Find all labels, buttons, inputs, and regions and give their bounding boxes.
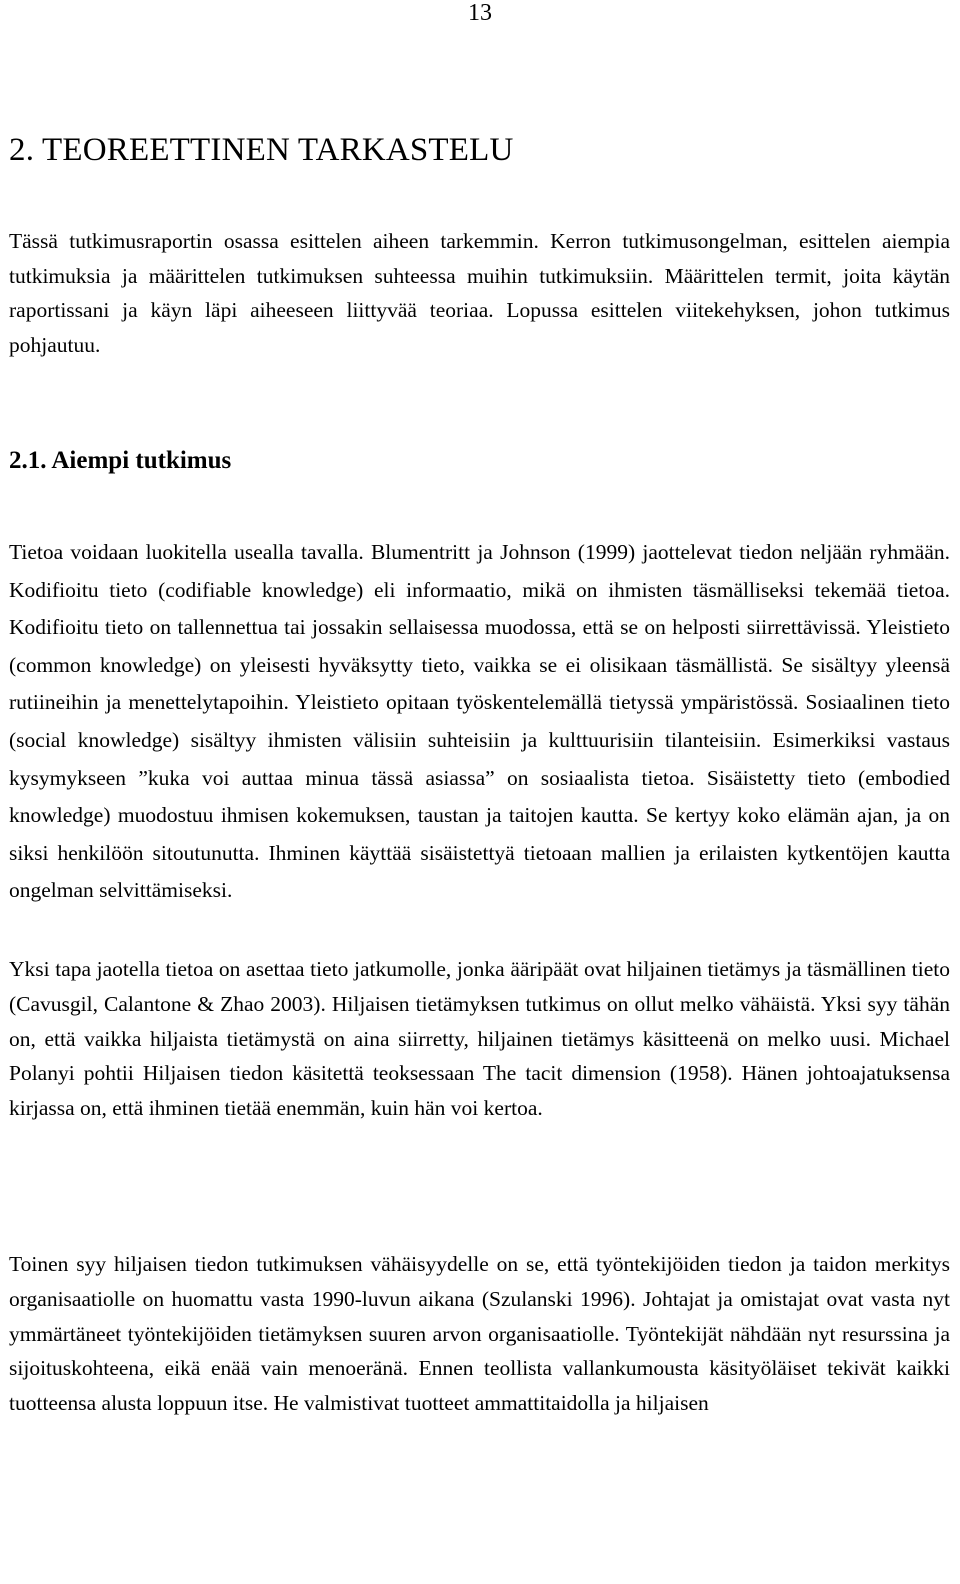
section-title: 2.1. Aiempi tutkimus bbox=[9, 447, 232, 474]
body-paragraph-2: Yksi tapa jaotella tietoa on asettaa tieto jatkumolle, jonka ääripäät ovat hiljainen tietämys ja täsmällinen tieto (Cavusgil, Calantone & Zhao 2003). Hiljaisen tietämyksen tutkimus on ollut melko vähäistä. Yksi syy tähän on, että vaikka hiljaista tietämystä on aina siirretty, hiljainen tietämys käsitteenä on melko uusi. Michael Polanyi pohtii Hiljaisen tiedon käsitettä teoksessaan The tacit dimension (1958). Hänen johtoajatuksensa kirjassa on, että ihminen tietää enemmän, kuin hän voi kertoa. bbox=[9, 957, 950, 1121]
page-number: 13 bbox=[468, 0, 492, 26]
intro-paragraph: Tässä tutkimusraportin osassa esittelen aiheen tarkemmin. Kerron tutkimusongelman, esittelen aiempia tutkimuksia ja määrittelen tutkimuksen suhteessa muihin tutkimuksiin. Määrittelen termit, joita käytän raportissani ja käyn läpi aiheeseen liittyvää teoriaa. Lopussa esittelen viitekehyksen, johon tutkimus pohjautuu. bbox=[9, 229, 950, 357]
chapter-title: 2. TEOREETTINEN TARKASTELU bbox=[9, 132, 514, 168]
body-paragraph-1: Tietoa voidaan luokitella usealla tavalla. Blumentritt ja Johnson (1999) jaottelevat tiedon neljään ryhmään. Kodifioitu tieto (codifiable knowledge) eli informaatio, mikä on ihmisten täsmälliseksi tekemää tietoa. Kodifioitu tieto on tallennettua tai jossakin sellaisessa muodossa, että se on helposti siirrettävissä. Yleistieto (common knowledge) on yleisesti hyväksytty tieto, vaikka se ei olisikaan täsmällistä. Se sisältyy yleensä rutiineihin ja menettelytapoihin. Yleistieto opitaan työskentelemällä tietyssä ympäristössä. Sosiaalinen tieto (social knowledge) sisältyy ihmisten välisiin suhteisiin ja kulttuurisiin tilanteisiin. Esimerkiksi vastaus kysymykseen ”kuka voi auttaa minua tässä asiassa” on sosiaalista tietoa. Sisäistetty tieto (embodied knowledge) muodostuu ihmisen kokemuksen, taustan ja taitojen kautta. Se kertyy koko elämän ajan, ja on siksi henkilöön sitoutunutta. Ihminen käyttää sisäistettyä tietoaan mallien ja erilaisten kytkentöjen kautta ongelman selvittämiseksi. bbox=[9, 540, 950, 903]
body-paragraph-3: Toinen syy hiljaisen tiedon tutkimuksen vähäisyydelle on se, että työntekijöiden tiedon ja taidon merkitys organisaatiolle on huomattu vasta 1990-luvun aikana (Szulanski 1996). Johtajat ja omistajat ovat vasta nyt ymmärtäneet työntekijöiden tietämyksen suuren arvon organisaatiolle. Työntekijät nähdään nyt resurssina ja sijoituskohteena, eikä enää vain menoeränä. Ennen teollista vallankumousta käsityöläiset tekivät kaikki tuotteensa alusta loppuun itse. He valmistivat tuotteet ammattitaidolla ja hiljaisen bbox=[9, 1252, 950, 1416]
